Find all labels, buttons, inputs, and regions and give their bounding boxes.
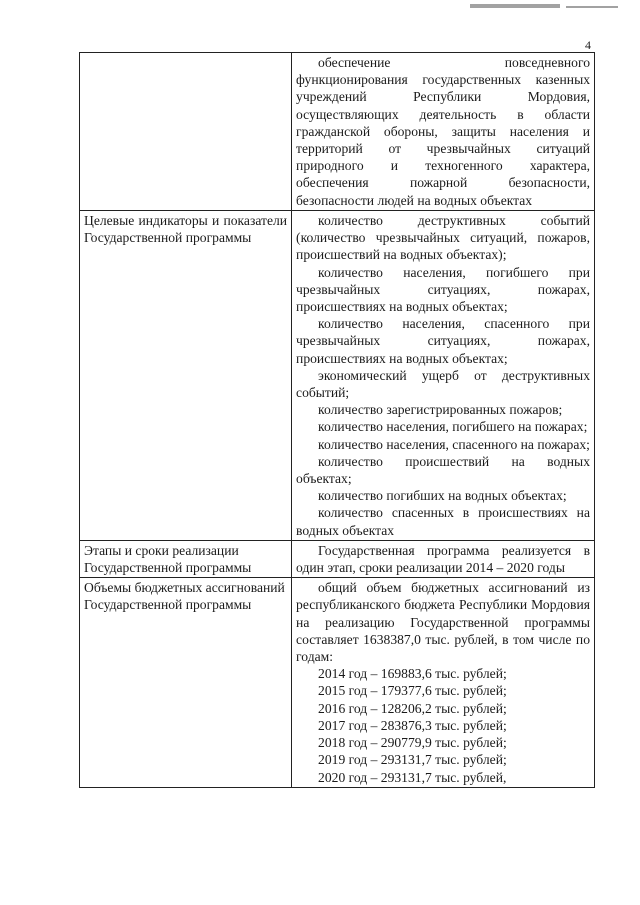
table-row [80, 540, 595, 577]
table-row [80, 578, 595, 787]
scan-artifact-mark [566, 6, 618, 8]
row-label: Этапы и сроки реализации Государственной программы [84, 542, 252, 576]
row-content-cell [292, 578, 595, 787]
budget-year-line: 2014 год – 169883,6 тыс. рублей; [318, 666, 507, 682]
row-label-cell [80, 578, 292, 787]
row-content-cell [292, 211, 595, 541]
row-content-cell [292, 53, 595, 211]
row-label: Целевые индикаторы и показатели Государственной программы [84, 213, 288, 246]
budget-year-line: 2016 год – 128206,2 тыс. рублей; [318, 700, 507, 716]
indicator-item: количество населения, погибшего при чрезвычайных ситуациях, пожарах, происшествиях на водных объектах; [296, 264, 590, 315]
indicator-item: количество зарегистрированных пожаров; [318, 402, 563, 418]
row-content-cell [292, 540, 595, 577]
indicator-item: количество населения, погибшего на пожарах; [318, 419, 588, 435]
table-row [80, 211, 595, 541]
row-label: Объемы бюджетных ассигнований Государственной программы [84, 580, 285, 613]
row-label-cell [80, 53, 292, 211]
budget-year-line: 2017 год – 283876,3 тыс. рублей; [318, 717, 507, 733]
budget-year-line: 2019 год – 293131,7 тыс. рублей; [318, 752, 507, 768]
budget-year-line: 2015 год – 179377,6 тыс. рублей; [318, 683, 507, 699]
indicator-item: экономический ущерб от деструктивных событий; [296, 367, 590, 401]
indicator-item: количество происшествий на водных объектах; [296, 453, 590, 487]
budget-year-line: 2020 год – 293131,7 тыс. рублей, [318, 769, 507, 785]
content-paragraph: общий объем бюджетных ассигнований из республиканского бюджета Республики Мордовия на реализацию Государственной программы составляет 1638387,0 тыс. рублей, в том числе по годам: [296, 580, 590, 665]
indicator-item: количество погибших на водных объектах; [318, 488, 567, 504]
table-row [80, 53, 595, 211]
budget-year-line: 2018 год – 290779,9 тыс. рублей; [318, 735, 507, 751]
content-paragraph: обеспечение повседневного функционирования государственных казенных учреждений Республики Мордовия, осуществляющих деятельность в области гражданской обороны, защиты населения и территорий от чрезвычайных ситуаций природного и техногенного характера, обеспечения пожарной безопасности, безопасности людей на водных объектах [296, 55, 590, 208]
indicator-item: количество спасенных в происшествиях на водных объектах [296, 505, 590, 538]
indicator-item: количество населения, спасенного при чрезвычайных ситуациях, пожарах, происшествиях на водных объектах; [296, 316, 590, 366]
page-number: 4 [585, 38, 591, 52]
indicator-item: количество деструктивных событий (количество чрезвычайных ситуаций, пожаров, происшествий на водных объектах); [296, 213, 590, 263]
scan-artifact-mark [470, 4, 560, 8]
content-paragraph: Государственная программа реализуется в один этап, сроки реализации 2014 – 2020 годы [296, 542, 590, 576]
program-passport-table [79, 52, 595, 788]
row-label-cell [80, 211, 292, 541]
indicator-item: количество населения, спасенного на пожарах; [318, 436, 590, 452]
row-label-cell [80, 540, 292, 577]
